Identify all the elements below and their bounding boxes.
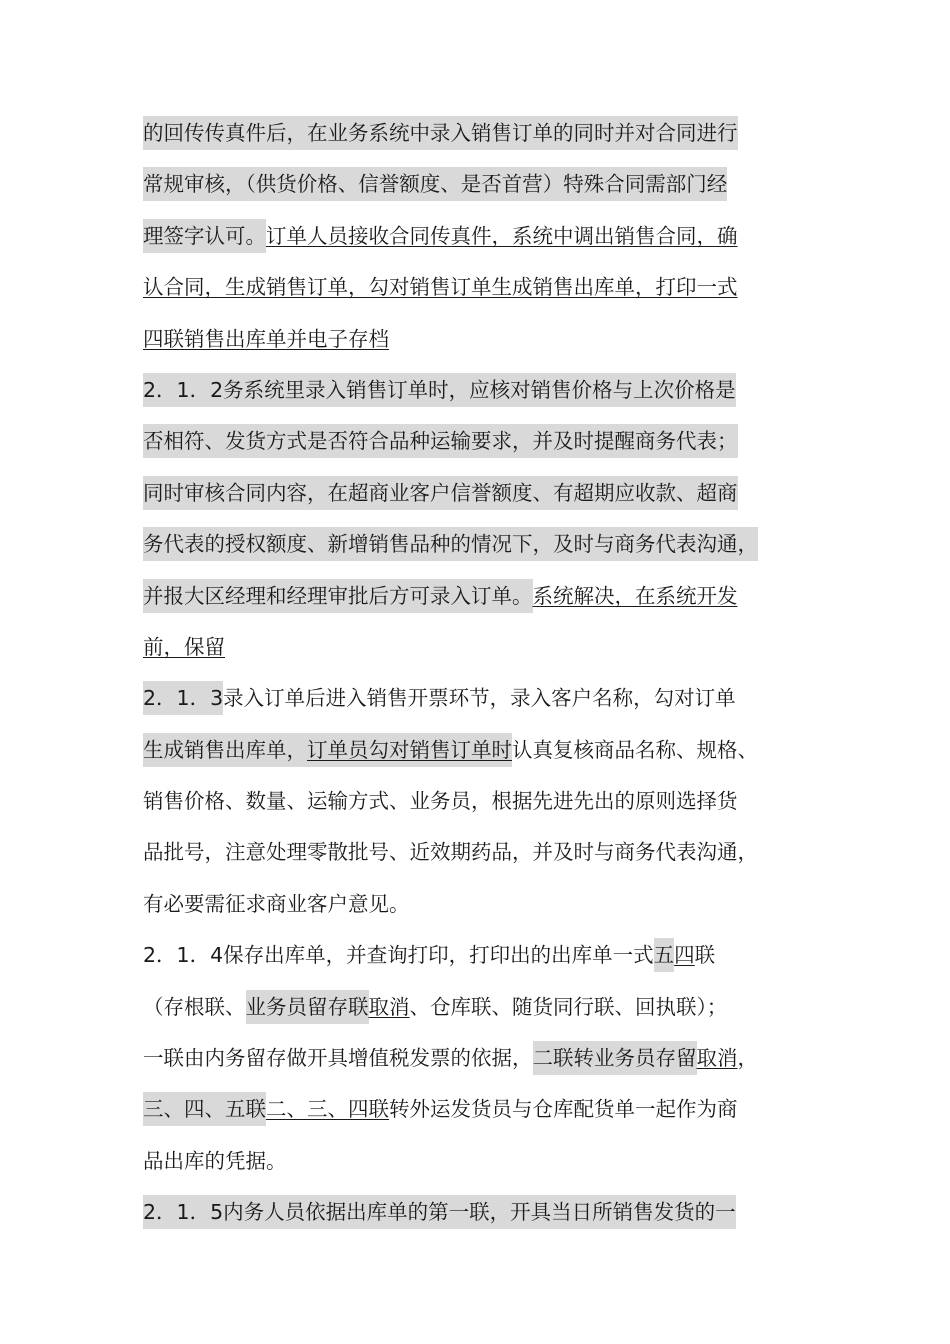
text-segment: 2．1．4保存出库单，并查询打印，打印出的出库单一式 bbox=[143, 943, 654, 968]
text-segment: 取消 bbox=[696, 1046, 738, 1071]
text-segment: 前，保留 bbox=[143, 634, 225, 659]
text-segment: 的回传传真件后，在业务系统中录入销售订单的同时并对合同进行 bbox=[143, 116, 738, 150]
text-segment: 务代表的授权额度、新增销售品种的情况下，及时与商务代表沟通， bbox=[143, 527, 758, 561]
text-segment: 2．1．2务系统里录入销售订单时，应核对销售价格与上次价格是 bbox=[143, 373, 736, 407]
text-line bbox=[143, 1084, 823, 1135]
text-segment: 生成销售出库单， bbox=[143, 733, 307, 767]
text-line bbox=[143, 365, 823, 416]
text-line bbox=[143, 1187, 823, 1238]
text-line bbox=[143, 827, 823, 878]
text-segment: 常规审核，（供货价格、信誉额度、是否首营）特殊合同需部门经 bbox=[143, 167, 727, 201]
text-segment: 同时审核合同内容，在超商业客户信誉额度、有超期应收款、超商 bbox=[143, 476, 738, 510]
text-segment: 一联由内务留存做开具增值税发票的依据， bbox=[143, 1046, 533, 1071]
text-line bbox=[143, 416, 823, 467]
text-line bbox=[143, 262, 823, 313]
text-segment: 品出库的凭据。 bbox=[143, 1148, 287, 1173]
text-segment: 2．1．3 bbox=[143, 681, 223, 715]
text-line bbox=[143, 1033, 823, 1084]
text-line bbox=[143, 622, 823, 673]
text-line bbox=[143, 159, 823, 210]
text-segment: 否相符、发货方式是否符合品种运输要求，并及时提醒商务代表； bbox=[143, 424, 738, 458]
text-segment: 理签字认可。 bbox=[143, 219, 266, 253]
text-line bbox=[143, 879, 823, 930]
text-segment: 、仓库联、随货同行联、回执联）； bbox=[409, 994, 728, 1019]
text-segment: 取消 bbox=[368, 994, 410, 1019]
text-line bbox=[143, 725, 823, 776]
text-segment: 四 bbox=[674, 943, 695, 968]
text-line bbox=[143, 930, 823, 981]
text-segment: 三、四、五联 bbox=[143, 1092, 266, 1126]
text-line bbox=[143, 982, 823, 1033]
text-segment: 四联销售出库单并电子存档 bbox=[143, 326, 389, 351]
text-segment: ， bbox=[737, 1046, 758, 1071]
text-line bbox=[143, 571, 823, 622]
text-segment: （存根联、 bbox=[143, 994, 246, 1019]
text-line bbox=[143, 673, 823, 724]
text-segment: 转外运发货员与仓库配货单一起作为商 bbox=[389, 1097, 738, 1122]
text-segment: 销售价格、数量、运输方式、业务员，根据先进先出的原则选择货 bbox=[143, 789, 738, 814]
text-line bbox=[143, 776, 823, 827]
text-segment: 录入订单后进入销售开票环节，录入客户名称，勾对订单 bbox=[223, 686, 736, 711]
text-segment: 2．1．5内务人员依据出库单的第一联，开具当日所销售发货的一 bbox=[143, 1195, 736, 1229]
text-segment: 并报大区经理和经理审批后方可录入订单。 bbox=[143, 579, 533, 613]
text-line bbox=[143, 211, 823, 262]
text-line bbox=[143, 108, 823, 159]
text-line bbox=[143, 468, 823, 519]
text-segment: 二、三、四联 bbox=[266, 1097, 389, 1122]
text-segment: 订单员勾对销售订单时 bbox=[307, 733, 512, 767]
text-segment: 联 bbox=[694, 943, 716, 968]
text-segment: 订单人员接收合同传真件，系统中调出销售合同，确 bbox=[266, 223, 738, 248]
text-line bbox=[143, 519, 823, 570]
text-segment: 认真复核商品名称、规格、 bbox=[512, 737, 758, 762]
text-segment: 品批号，注意处理零散批号、近效期药品，并及时与商务代表沟通， bbox=[143, 840, 758, 865]
text-line bbox=[143, 1136, 823, 1187]
text-segment: 二联转业务员存留 bbox=[533, 1041, 697, 1075]
text-segment: 有必要需征求商业客户意见。 bbox=[143, 891, 410, 916]
text-segment: 五 bbox=[654, 938, 675, 972]
document-body bbox=[143, 108, 823, 1239]
text-line bbox=[143, 314, 823, 365]
text-segment: 系统解决，在系统开发 bbox=[532, 583, 738, 608]
text-segment: 业务员留存联 bbox=[246, 990, 369, 1024]
text-segment: 认合同，生成销售订单，勾对销售订单生成销售出库单，打印一式 bbox=[143, 275, 738, 300]
